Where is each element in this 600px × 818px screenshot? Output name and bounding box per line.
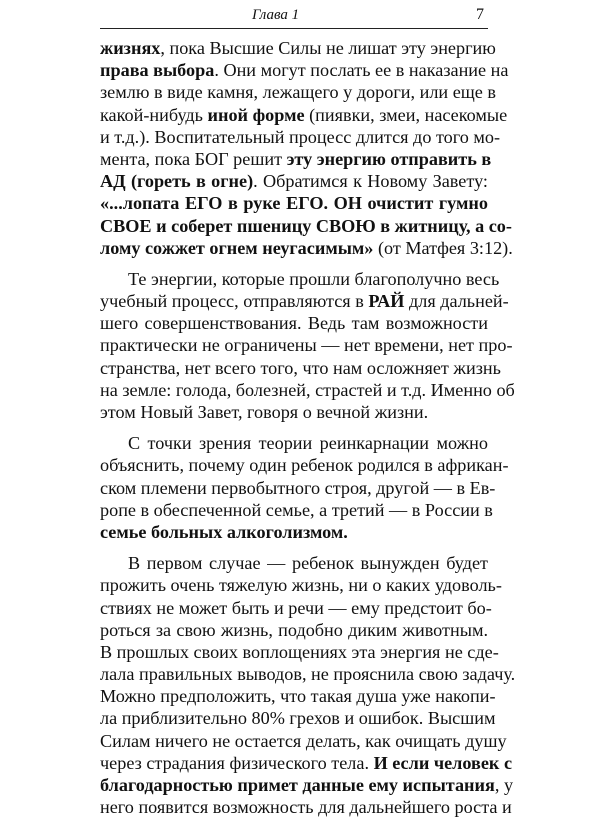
text-run: странства, нет всего того, что нам осложняет жизнь <box>100 357 501 378</box>
bold-text-run: лому сожжет огнем неугасимым» <box>100 237 374 258</box>
bold-text-run: семье больных алкоголизмом. <box>100 521 348 542</box>
text-line <box>100 192 488 214</box>
text-run: для дальней- <box>404 291 509 312</box>
text-run: ропе в обеспеченной семье, а третий — в России в <box>100 499 493 520</box>
text-line <box>100 499 493 521</box>
text-line <box>100 37 496 59</box>
text-line <box>100 268 500 290</box>
text-run: какой-нибудь <box>100 104 208 125</box>
text-run: землю в виде камня, лежащего у дороги, или еще в <box>100 82 496 103</box>
bold-text-run: иной форме <box>207 104 305 125</box>
text-run: В прошлых своих воплощениях эта энергия не сде- <box>100 641 499 662</box>
text-run: на земле: голода, болезней, страстей и т.д. Именно об <box>100 379 515 400</box>
text-line <box>100 641 499 663</box>
bold-text-run: «...лопата ЕГО в руке ЕГО. ОН очистит гумно <box>100 193 488 214</box>
text-run: него появится возможность для дальнейшего роста и <box>100 797 512 818</box>
text-run: через страдания физического тела. <box>100 752 374 773</box>
text-line <box>100 574 502 596</box>
text-line <box>100 357 501 379</box>
page-number: 7 <box>476 6 484 23</box>
text-line <box>100 379 515 401</box>
bold-text-run: благодарностью примет данные ему испытания <box>100 775 495 795</box>
text-line <box>100 752 513 774</box>
text-run: ствиях не может быть и речи — ему предстоит бо- <box>100 597 492 618</box>
text-line <box>100 685 496 707</box>
text-run: (пиявки, змеи, насекомые <box>304 104 508 125</box>
text-run: (от Матфея 3:12). <box>373 237 513 258</box>
text-line <box>100 796 512 818</box>
text-run: Можно предположить, что такая душа уже накопи- <box>100 686 496 707</box>
text-line <box>100 454 509 476</box>
text-run: лала правильных выводов, не прояснила свою задачу. <box>100 664 516 685</box>
text-run: учебный процесс, отправляются в <box>100 291 369 312</box>
chapter-title: Глава 1 <box>252 7 300 23</box>
text-run: мента, пока БОГ решит <box>100 148 287 169</box>
text-line <box>100 215 512 237</box>
bold-text-run: АД (гореть в огне) <box>100 171 254 192</box>
text-line <box>100 552 488 574</box>
text-run: прожить очень тяжелую жизнь, ни о каких удоволь- <box>100 575 502 596</box>
text-line <box>100 597 492 619</box>
text-line <box>100 663 516 685</box>
text-run: , пока Высшие Силы не лишат эту энергию <box>160 38 496 58</box>
body-text <box>100 37 516 818</box>
text-run: объяснить, почему один ребенок родился в африкан- <box>100 455 509 476</box>
bold-text-run: И если человек с <box>373 752 513 773</box>
bold-text-run: эту энергию отправить в <box>286 148 492 169</box>
text-line <box>100 730 507 752</box>
text-run: и т.д.). Воспитательный процесс длится до того мо- <box>100 126 501 147</box>
bold-text-run: РАЙ <box>368 291 405 312</box>
text-run: роться за свою жизнь, подобно диким животным. <box>100 619 488 640</box>
text-run: С точки зрения теории реинкарнации можно <box>128 433 488 454</box>
text-line <box>100 59 509 81</box>
text-run: , у <box>494 775 514 795</box>
text-run: ла приблизительно 80% грехов и ошибок. Высшим <box>100 708 496 729</box>
text-line <box>100 619 488 641</box>
text-line <box>100 81 496 103</box>
text-line <box>100 707 496 729</box>
bold-text-run: жизнях <box>100 38 161 58</box>
paragraph-gap <box>100 543 488 552</box>
text-run: Силам ничего не остается делать, как очищать душу <box>100 730 507 751</box>
text-run: В первом случае — ребенок вынужден будет <box>128 553 488 574</box>
text-line <box>100 432 488 454</box>
text-run: этом Новый Завет, говоря о вечной жизни. <box>100 402 429 422</box>
bold-text-run: права выбора <box>100 60 215 81</box>
text-run: . Обратимся к Новому Завету: <box>253 171 488 192</box>
text-line <box>100 774 514 796</box>
text-run: Те энергии, которые прошли благополучно весь <box>128 268 500 289</box>
text-line <box>100 237 513 259</box>
text-line <box>100 521 488 543</box>
text-line <box>100 126 501 148</box>
text-line <box>100 477 496 499</box>
bold-text-run: СВОЕ и соберет пшеницу СВОЮ в житницу, а со- <box>100 215 512 236</box>
text-line <box>100 170 488 192</box>
text-line <box>100 312 488 334</box>
paragraph-gap <box>100 259 488 268</box>
text-line <box>100 148 492 170</box>
text-run: ском племени первобытного строя, другой — в Ев- <box>100 477 496 498</box>
text-run: шего совершенствования. Ведь там возможности <box>100 313 488 334</box>
text-run: . Они могут послать ее в наказание на <box>214 60 509 81</box>
running-header <box>100 6 488 29</box>
paragraph-gap <box>100 423 488 432</box>
text-line <box>100 334 513 356</box>
text-run: практически не ограничены — нет времени, нет про- <box>100 335 513 356</box>
text-line <box>100 401 488 423</box>
text-line <box>100 290 509 312</box>
text-line <box>100 104 508 126</box>
